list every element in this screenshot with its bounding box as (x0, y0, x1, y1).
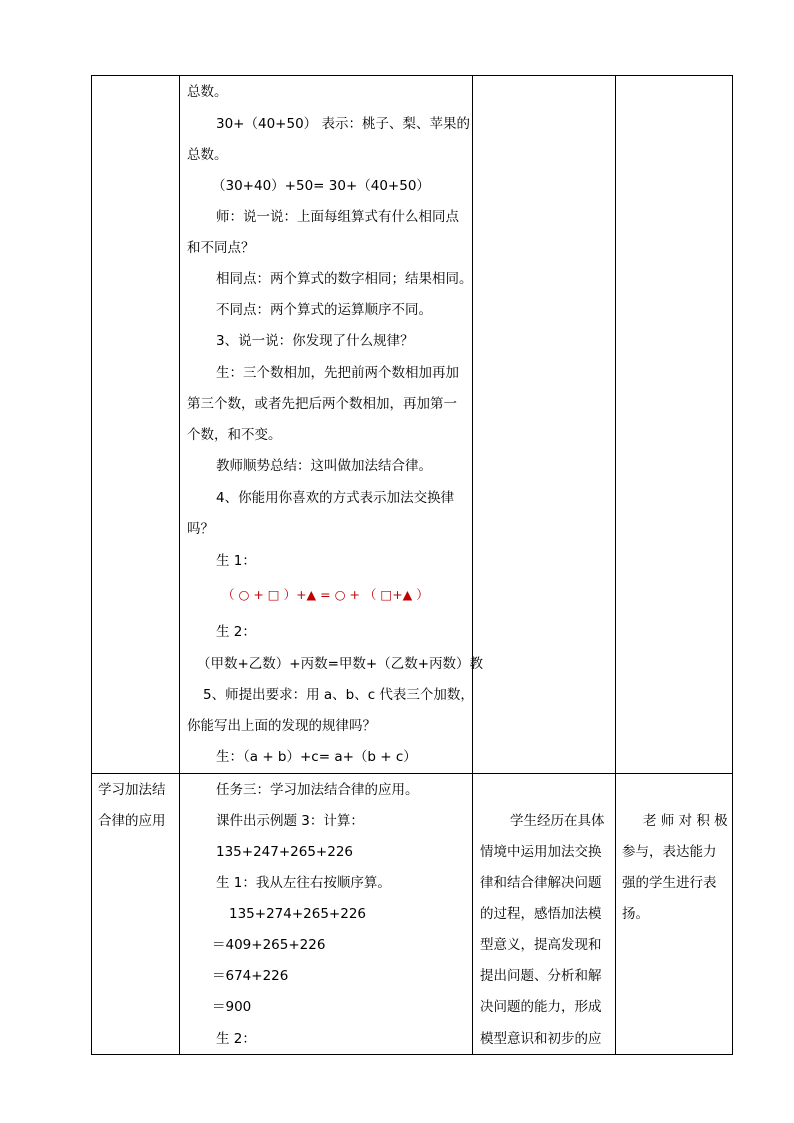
process-line: 生：（a + b）+c= a+（b + c） (216, 749, 417, 765)
process-line: 课件出示例题 3：计算： (216, 813, 364, 829)
design-intent-line: 学生经历在具体 (510, 813, 605, 829)
evaluation-line: 参与，表达能力 (622, 844, 717, 860)
process-line: 3、说一说：你发现了什么规律？ (216, 333, 414, 349)
design-intent-line: 律和结合律解决问题 (480, 875, 602, 891)
symbol-formula: （ ○ + □ ）+▲ = ○ + （ □+▲ ） (222, 587, 429, 602)
process-line: 生 1：我从左往右按顺序算。 (216, 875, 391, 891)
row-divider (91, 773, 733, 774)
process-line: 相同点：两个算式的数字相同；结果相同。 (216, 271, 473, 287)
process-line: 生 1： (216, 553, 256, 569)
evaluation-line: 强的学生进行表 (622, 875, 717, 891)
process-line: 生：三个数相加，先把前两个数相加再加 (216, 365, 459, 381)
process-line: 135+274+265+226 (229, 906, 367, 922)
table-top-border (91, 75, 733, 76)
process-line: 教师顺势总结：这叫做加法结合律。 (216, 458, 432, 474)
process-line: 个数，和不变。 (187, 427, 282, 443)
process-line: 总数。 (187, 84, 228, 100)
process-line: 吗？ (187, 521, 214, 537)
process-line: 任务三：学习加法结合律的应用。 (216, 782, 419, 798)
process-line: ＝674+226 (212, 968, 289, 984)
table-left-border (91, 75, 92, 1055)
process-line: 你能写出上面的发现的规律吗？ (187, 718, 376, 734)
column-divider-1 (179, 75, 180, 1055)
process-line: 4、你能用你喜欢的方式表示加法交换律 (216, 490, 455, 506)
design-intent-line: 模型意识和初步的应 (480, 1031, 602, 1047)
design-intent-line: 情境中运用加法交换 (480, 844, 602, 860)
process-line: 第三个数，或者先把后两个数相加，再加第一 (187, 396, 457, 412)
process-line: ＝900 (212, 999, 252, 1015)
design-intent-line: 决问题的能力，形成 (480, 999, 602, 1015)
evaluation-line: 老 师 对 积 极 (643, 813, 728, 829)
process-line: 生 2： (216, 624, 256, 640)
table-right-border (732, 75, 733, 1055)
design-intent-line: 型意义，提高发现和 (480, 937, 602, 953)
stage-name: 学习加法结 (98, 782, 166, 798)
design-intent-line: 的过程，感悟加法模 (480, 906, 602, 922)
design-intent-line: 提出问题、分析和解 (480, 968, 602, 984)
stage-name: 合律的应用 (98, 813, 166, 829)
process-line: 师：说一说：上面每组算式有什么相同点 (216, 209, 459, 225)
process-line: 总数。 (187, 147, 228, 163)
process-line: 5、师提出要求：用 a、b、c 代表三个加数， (203, 687, 474, 703)
process-line: 135+247+265+226 (216, 844, 354, 860)
column-divider-3 (615, 75, 616, 1055)
process-line: （甲数+乙数）+丙数=甲数+（乙数+丙数）教 (197, 656, 484, 672)
process-line: 不同点：两个算式的运算顺序不同。 (216, 302, 432, 318)
process-line: 30+（40+50） 表示：桃子、梨、苹果的 (216, 116, 470, 132)
process-line: 生 2： (216, 1031, 256, 1047)
process-line: 和不同点？ (187, 240, 255, 256)
column-divider-2 (472, 75, 473, 1055)
process-line: （30+40）+50= 30+（40+50） (212, 178, 430, 194)
process-line: ＝409+265+226 (212, 937, 326, 953)
table-bottom-border (91, 1054, 733, 1055)
evaluation-line: 扬。 (622, 906, 649, 922)
